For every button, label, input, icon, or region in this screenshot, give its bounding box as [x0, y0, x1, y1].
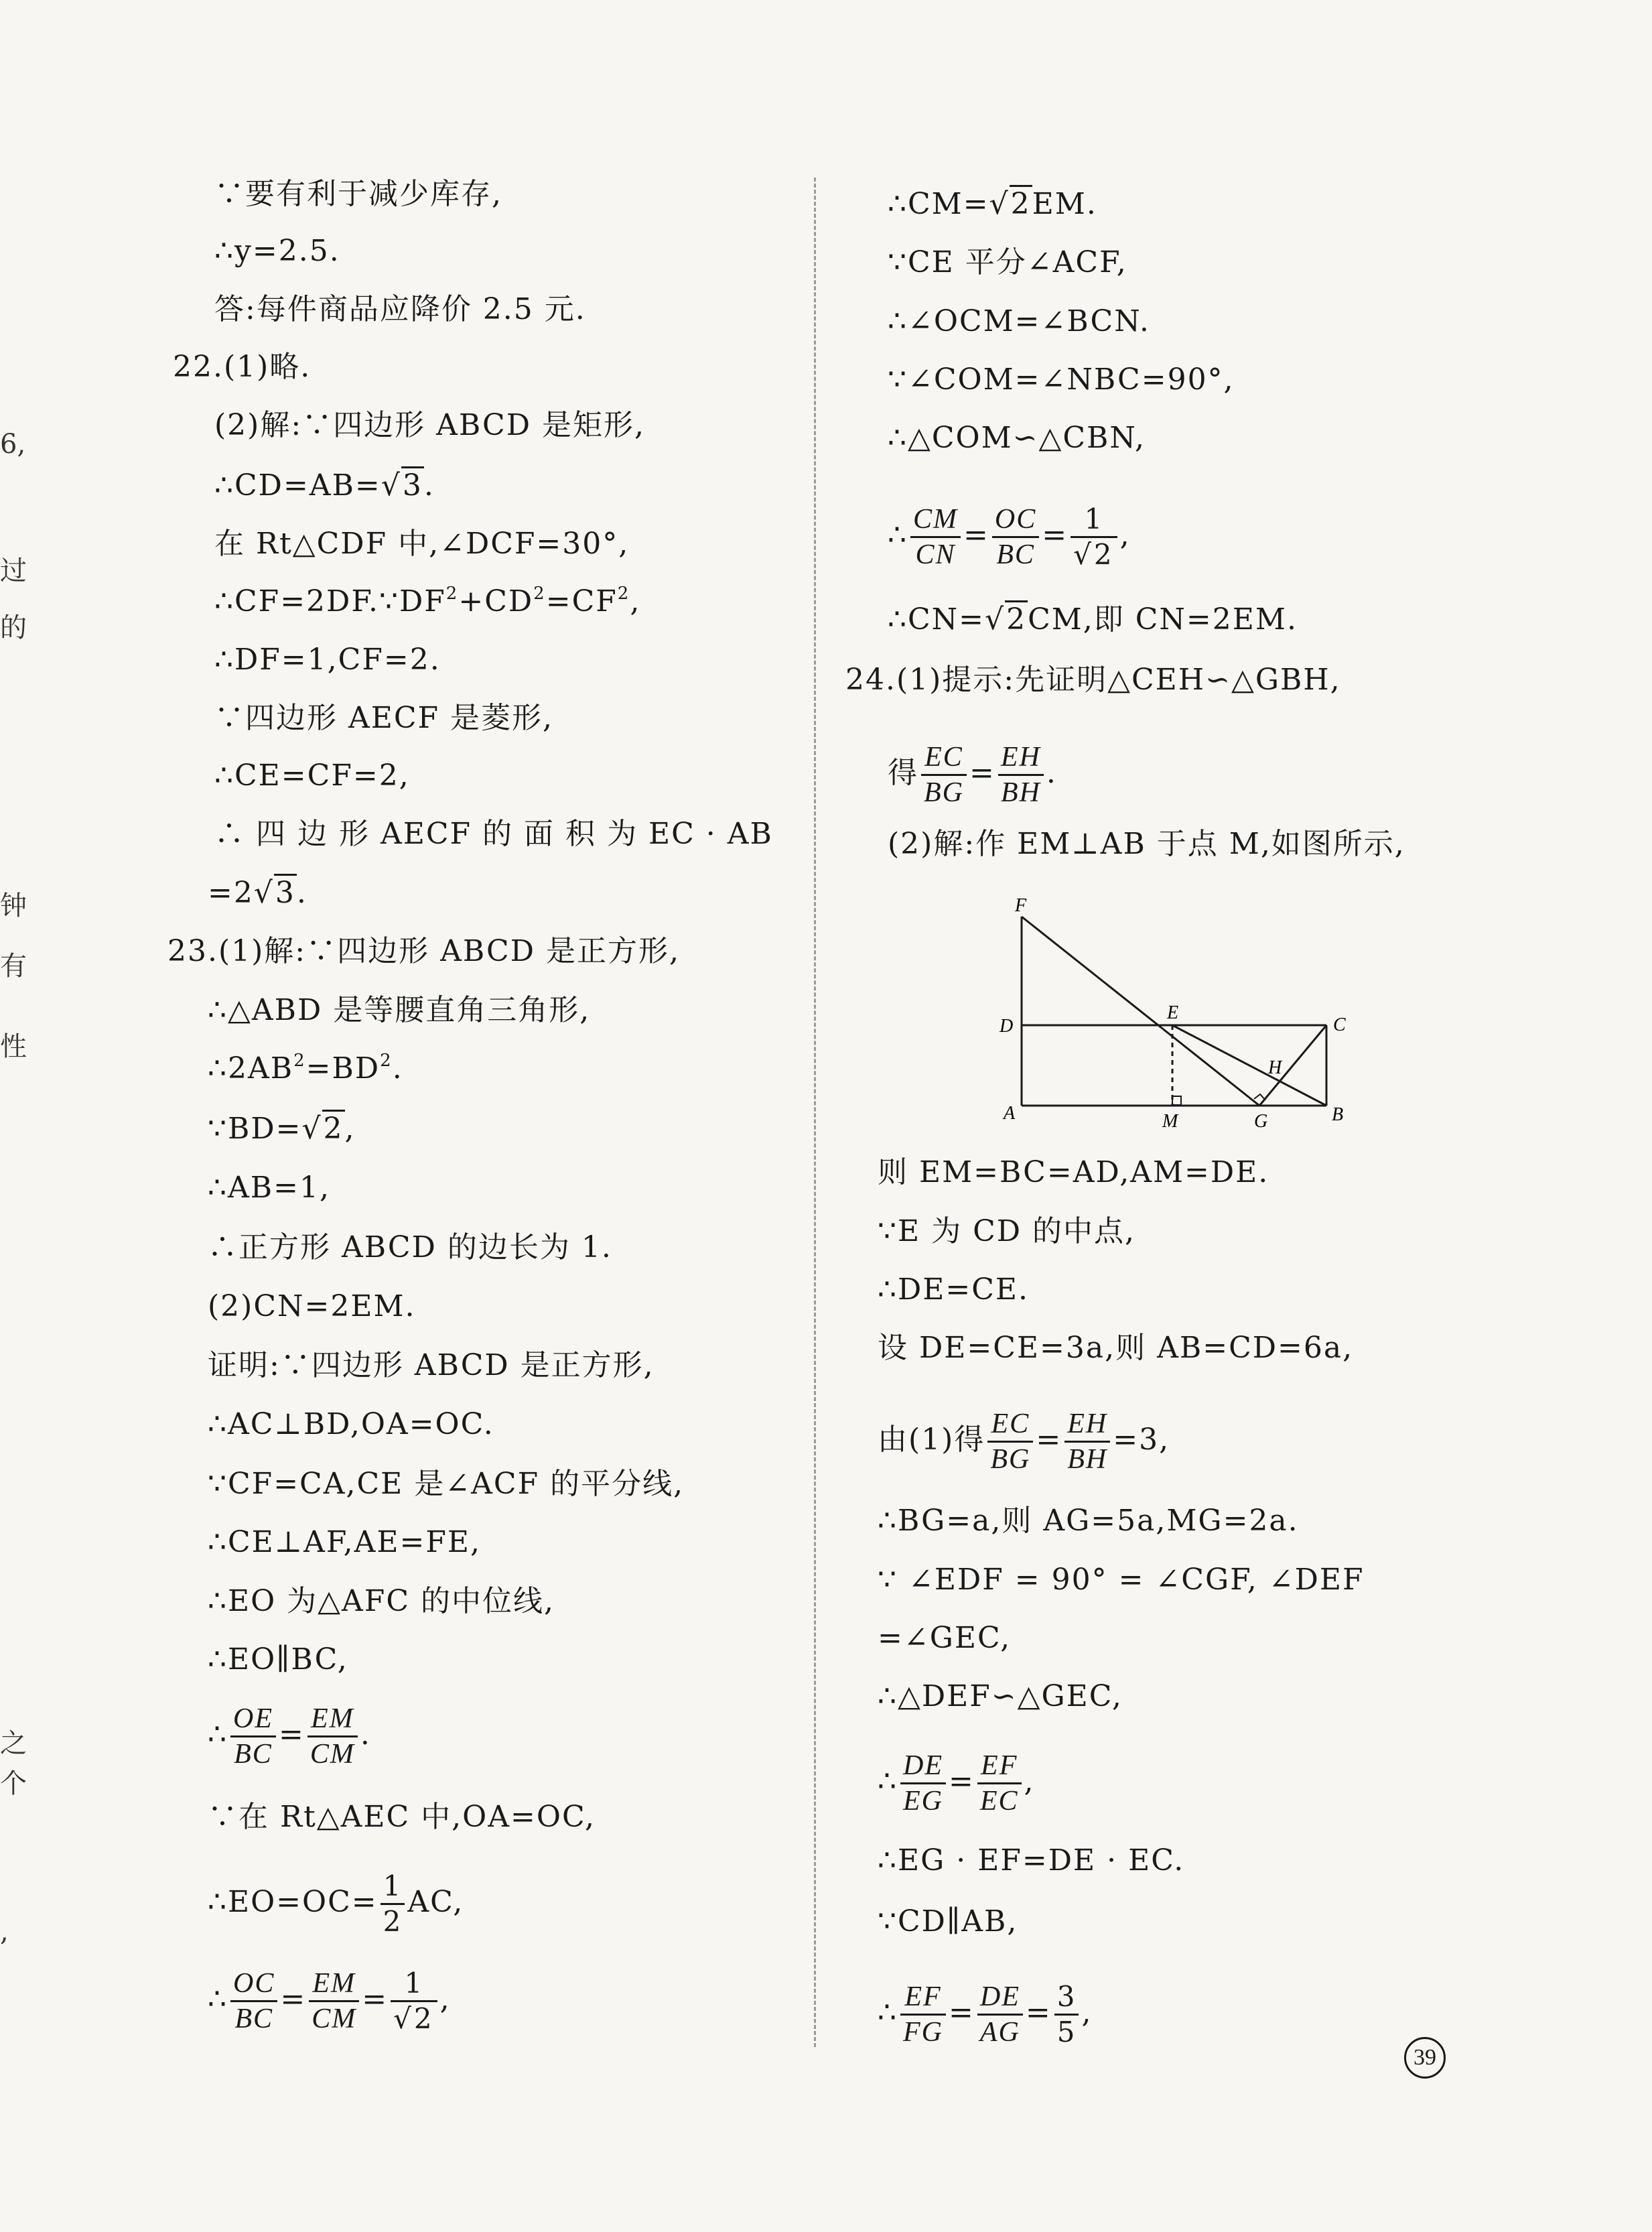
text-line: ∴DE=CE. [878, 1272, 1030, 1307]
label-H: H [1268, 1057, 1282, 1078]
text-line: $\therefore CF=2DF.\because DF^2+CD^2=CF^2$, [214, 584, 641, 618]
margin-fragment: , [0, 1916, 9, 1947]
text-line: 则 EM=BC=AD,AM=DE. [878, 1155, 1269, 1189]
label-B: B [1332, 1104, 1344, 1125]
text-line: ∵ ∠EDF = 90° = ∠CGF, ∠DEF [878, 1563, 1365, 1597]
text-line: ∴y=2.5. [214, 234, 340, 268]
text-line: ∵BD=√2, [208, 1109, 356, 1149]
text-line: (2)CN=2EM. [208, 1289, 416, 1323]
fraction-line: ∴EO=OC= $\frac{1}{2}$ AC, [208, 1869, 464, 1938]
margin-fragment: 的 [0, 612, 27, 643]
column-divider [814, 178, 816, 2047]
text-line: ∴CE=CF=2, [214, 759, 410, 793]
text-line: ∴EG · EF=DE · EC. [878, 1843, 1185, 1878]
label-D: D [1000, 1016, 1014, 1037]
margin-fragment: 之 [0, 1728, 27, 1759]
text-line: 答:每件商品应降价 2.5 元. [214, 292, 586, 326]
text-line: ∴∠OCM=∠BCN. [888, 304, 1150, 338]
text-line: ∴AB=1, [208, 1171, 330, 1205]
right-angle-M [1172, 1096, 1181, 1105]
text-line: ∴△DEF∽△GEC, [878, 1679, 1123, 1713]
text-line: ∵E 为 CD 的中点, [878, 1214, 1136, 1248]
text-line: ∴DF=1,CF=2. [214, 643, 441, 677]
fraction-line: ∴ $\frac{CM}{CN}$ = $\frac{OC}{BC}$ = $\frac{1}{√2}$ , [888, 503, 1131, 571]
fraction-line: ∴ $\frac{OE}{BC}$ = $\frac{EM}{CM}$ . [208, 1703, 371, 1770]
fraction-line: 得 $\frac{EC}{BG}$ = $\frac{EH}{BH}$ . [888, 742, 1057, 808]
text-line: ∵CD∥AB, [878, 1904, 1018, 1939]
margin-fragment: 钟 [0, 891, 27, 921]
geometry-figure [991, 884, 1367, 1139]
text-line: =2√3. [208, 873, 307, 913]
text-line: ∵CE 平分∠ACF, [888, 245, 1127, 279]
margin-fragment: 个 [0, 1768, 27, 1799]
text-line: (2)解:∵四边形 ABCD 是矩形, [214, 408, 645, 442]
text-line: ∴CD=AB=√3. [214, 466, 435, 506]
text-line: ∴BG=a,则 AG=5a,MG=2a. [878, 1504, 1299, 1538]
margin-fragment: 过 [0, 555, 27, 586]
margin-fragment: 有 [0, 951, 27, 982]
question-number: 23.(1)解:∵四边形 ABCD 是正方形, [167, 934, 680, 968]
label-C: C [1333, 1014, 1346, 1035]
text-line: 证明:∵四边形 ABCD 是正方形, [208, 1348, 655, 1382]
text-line: ∴CN=√2CM,即 CN=2EM. [888, 600, 1298, 640]
text-line: ∴AC⊥BD,OA=OC. [208, 1407, 494, 1441]
fraction-line: ∴ $\frac{OC}{BC}$ = $\frac{EM}{CM}$ = $\frac{1}{√2}$ , [208, 1967, 451, 2035]
fraction-line: 由(1)得 $\frac{EC}{BG}$ = $\frac{EH}{BH}$ =3, [878, 1408, 1170, 1475]
text-line: ∴△ABD 是等腰直角三角形, [208, 993, 591, 1027]
text-line: ∴△COM∽△CBN, [888, 421, 1146, 455]
text-line: ∵∠COM=∠NBC=90°, [888, 363, 1235, 397]
text-line: ∴ 四 边 形 AECF 的 面 积 为 EC · AB [214, 817, 773, 851]
text-line: ∵要有利于减少库存, [214, 177, 502, 211]
label-F: F [1015, 895, 1027, 916]
text-line: (2)解:作 EM⊥AB 于点 M,如图所示, [888, 827, 1405, 861]
label-E: E [1167, 1002, 1179, 1023]
fraction-line: ∴ $\frac{EF}{FG}$ = $\frac{DE}{AG}$ = $\frac{3}{5}$ , [878, 1980, 1093, 2048]
text-line: ∵在 Rt△AEC 中,OA=OC, [208, 1800, 596, 1834]
text-line: ∴正方形 ABCD 的边长为 1. [208, 1230, 612, 1264]
fraction-line: ∴ $\frac{DE}{EG}$ = $\frac{EF}{EC}$ , [878, 1750, 1035, 1817]
text-line: $\therefore 2AB^2=BD^2$. [208, 1051, 403, 1086]
text-line: ∵四边形 AECF 是菱形, [214, 701, 554, 735]
question-number: 22.(1)略. [173, 350, 312, 384]
text-line: ∴CM=√2EM. [888, 184, 1097, 224]
label-M: M [1162, 1111, 1178, 1132]
label-A: A [1004, 1103, 1016, 1124]
text-line: ∴EO∥BC, [208, 1642, 348, 1677]
label-G: G [1254, 1111, 1268, 1132]
page-number: 39 [1404, 2037, 1446, 2079]
margin-fragment: 6, [0, 429, 26, 460]
segment-EB [1172, 1025, 1326, 1106]
text-line: 在 Rt△CDF 中,∠DCF=30°, [214, 527, 630, 561]
text-line: =∠GEC, [878, 1621, 1012, 1655]
segment-FG [1022, 917, 1259, 1106]
text-line: ∵CF=CA,CE 是∠ACF 的平分线, [208, 1467, 685, 1501]
question-number: 24.(1)提示:先证明△CEH∽△GBH, [845, 663, 1341, 697]
text-line: ∴CE⊥AF,AE=FE, [208, 1525, 481, 1559]
text-line: ∴EO 为△AFC 的中位线, [208, 1584, 555, 1618]
text-line: 设 DE=CE=3a,则 AB=CD=6a, [878, 1331, 1354, 1365]
margin-fragment: 性 [0, 1031, 27, 1062]
